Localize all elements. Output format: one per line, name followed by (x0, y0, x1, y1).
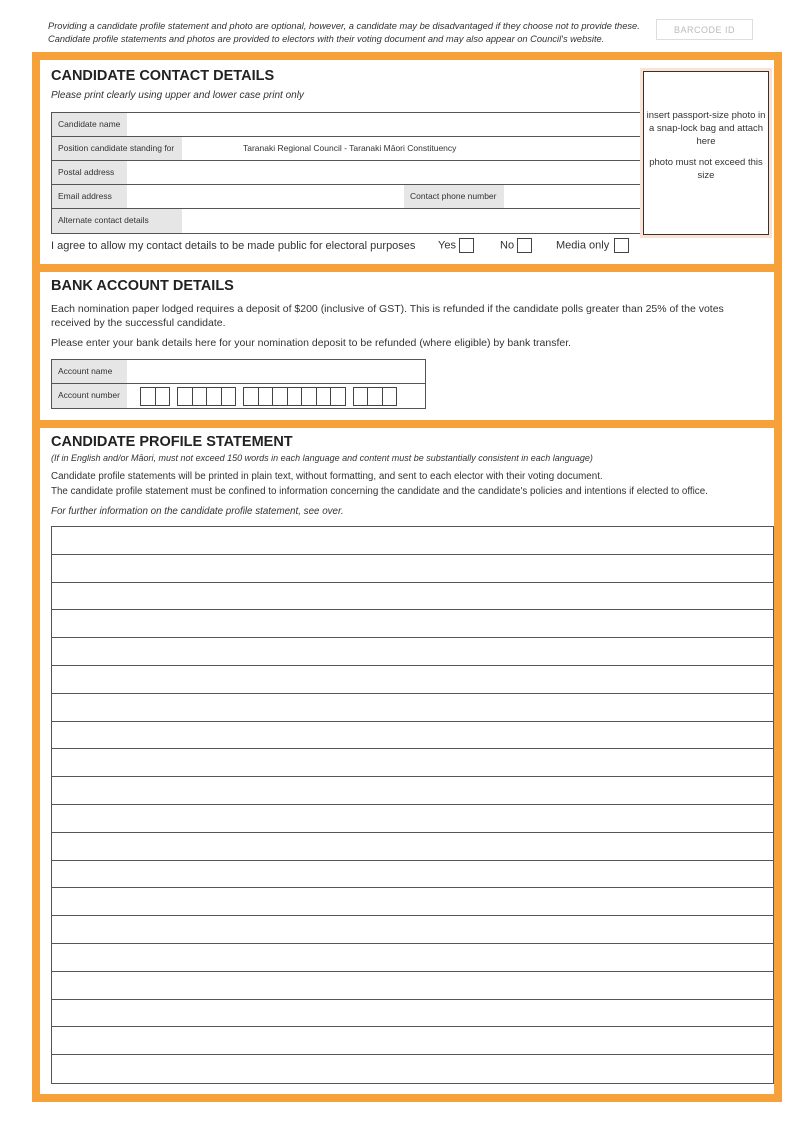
email-field[interactable] (52, 185, 643, 209)
phone-label: Contact phone number (404, 185, 504, 208)
section-subtitle: (If in English and/or Māori, must not exceed 150 words in each language and content must be substantially consistent in each language) (51, 453, 593, 463)
digit-box[interactable] (258, 387, 274, 406)
writing-line[interactable] (52, 888, 773, 916)
profile-rules: The candidate profile statement must be confined to information concerning the candidate and the candidate's policies and intentions if elected to office. (51, 486, 708, 497)
contact-section (40, 60, 774, 264)
digit-box[interactable] (382, 387, 398, 406)
field-label: Position candidate standing for (52, 137, 182, 160)
account-name-field[interactable] (52, 360, 425, 384)
digit-box[interactable] (367, 387, 383, 406)
field-label: Candidate name (52, 113, 127, 136)
writing-line[interactable] (52, 722, 773, 750)
consent-text: I agree to allow my contact details to be made public for electoral purposes (51, 240, 416, 252)
refund-info: Please enter your bank details here for your nomination deposit to be refunded (where eligible) by bank transfer. (51, 337, 572, 349)
writing-line[interactable] (52, 833, 773, 861)
photo-size-note: photo must not exceed this size (649, 157, 763, 181)
account-number-group (354, 387, 398, 406)
intro-line: Candidate profile statements and photos are provided to electors with their voting document and may also appear on Council's website. (48, 34, 605, 44)
digit-box[interactable] (206, 387, 222, 406)
profile-statement-area[interactable] (51, 526, 774, 1084)
position-field[interactable] (52, 137, 643, 161)
yes-checkbox[interactable] (459, 238, 474, 253)
field-label: Account number (52, 384, 127, 408)
section-title: BANK ACCOUNT DETAILS (51, 278, 234, 294)
candidate-name-field[interactable] (52, 113, 643, 137)
field-label: Email address (52, 185, 127, 208)
digit-box[interactable] (287, 387, 303, 406)
account-number-group (244, 387, 346, 406)
intro-text (48, 20, 658, 46)
writing-line[interactable] (52, 972, 773, 1000)
barcode-id: BARCODE ID (656, 19, 753, 40)
writing-line[interactable] (52, 944, 773, 972)
yes-label: Yes (438, 239, 456, 252)
writing-line[interactable] (52, 1055, 773, 1083)
writing-line[interactable] (52, 527, 773, 555)
writing-line[interactable] (52, 749, 773, 777)
field-label: Alternate contact details (52, 209, 182, 233)
consent-row (51, 240, 631, 252)
further-info: For further information on the candidate profile statement, see over. (51, 506, 344, 517)
writing-line[interactable] (52, 1027, 773, 1055)
media-only-checkbox[interactable] (614, 238, 629, 253)
digit-box[interactable] (272, 387, 288, 406)
writing-line[interactable] (52, 805, 773, 833)
deposit-info: Each nomination paper lodged requires a deposit of $200 (inclusive of GST). This is refunded if the candidate polls greater than 25% of the votes received by the successful candidate. (51, 303, 724, 329)
digit-box[interactable] (243, 387, 259, 406)
account-number-group (141, 387, 170, 406)
contact-table (51, 112, 644, 234)
bank-section (40, 272, 774, 420)
writing-line[interactable] (52, 777, 773, 805)
account-number-boxes (141, 387, 397, 406)
bank-table (51, 359, 426, 409)
writing-line[interactable] (52, 916, 773, 944)
writing-line[interactable] (52, 610, 773, 638)
no-checkbox[interactable] (517, 238, 532, 253)
writing-line[interactable] (52, 555, 773, 583)
field-label: Postal address (52, 161, 127, 184)
photo-placeholder (643, 71, 769, 235)
media-only-label: Media only (556, 239, 610, 252)
position-value: Taranaki Regional Council - Taranaki Māori Constituency (243, 143, 457, 153)
profile-info: Candidate profile statements will be printed in plain text, without formatting, and sent to each elector with their voting document. (51, 471, 603, 482)
digit-box[interactable] (192, 387, 208, 406)
digit-box[interactable] (301, 387, 317, 406)
digit-box[interactable] (140, 387, 156, 406)
digit-box[interactable] (330, 387, 346, 406)
writing-line[interactable] (52, 666, 773, 694)
section-title: CANDIDATE PROFILE STATEMENT (51, 434, 293, 450)
writing-line[interactable] (52, 861, 773, 889)
digit-box[interactable] (353, 387, 369, 406)
section-subtitle: Please print clearly using upper and lower case print only (51, 90, 304, 101)
no-label: No (500, 239, 515, 252)
writing-line[interactable] (52, 638, 773, 666)
intro-line: Providing a candidate profile statement and photo are optional, however, a candidate may be disadvantaged if they choose not to provide these. (48, 21, 640, 31)
photo-instruction: insert passport-size photo in a snap-lock bag and attach here (646, 110, 766, 147)
account-number-group (178, 387, 236, 406)
digit-box[interactable] (177, 387, 193, 406)
digit-box[interactable] (155, 387, 171, 406)
section-title: CANDIDATE CONTACT DETAILS (51, 68, 275, 84)
digit-box[interactable] (316, 387, 332, 406)
profile-section (40, 428, 774, 1094)
field-label: Account name (52, 360, 127, 383)
postal-address-field[interactable] (52, 161, 643, 185)
writing-line[interactable] (52, 694, 773, 722)
writing-line[interactable] (52, 1000, 773, 1028)
writing-line[interactable] (52, 583, 773, 611)
alternate-contact-field[interactable] (52, 209, 643, 233)
account-number-field (52, 384, 425, 408)
digit-box[interactable] (221, 387, 237, 406)
